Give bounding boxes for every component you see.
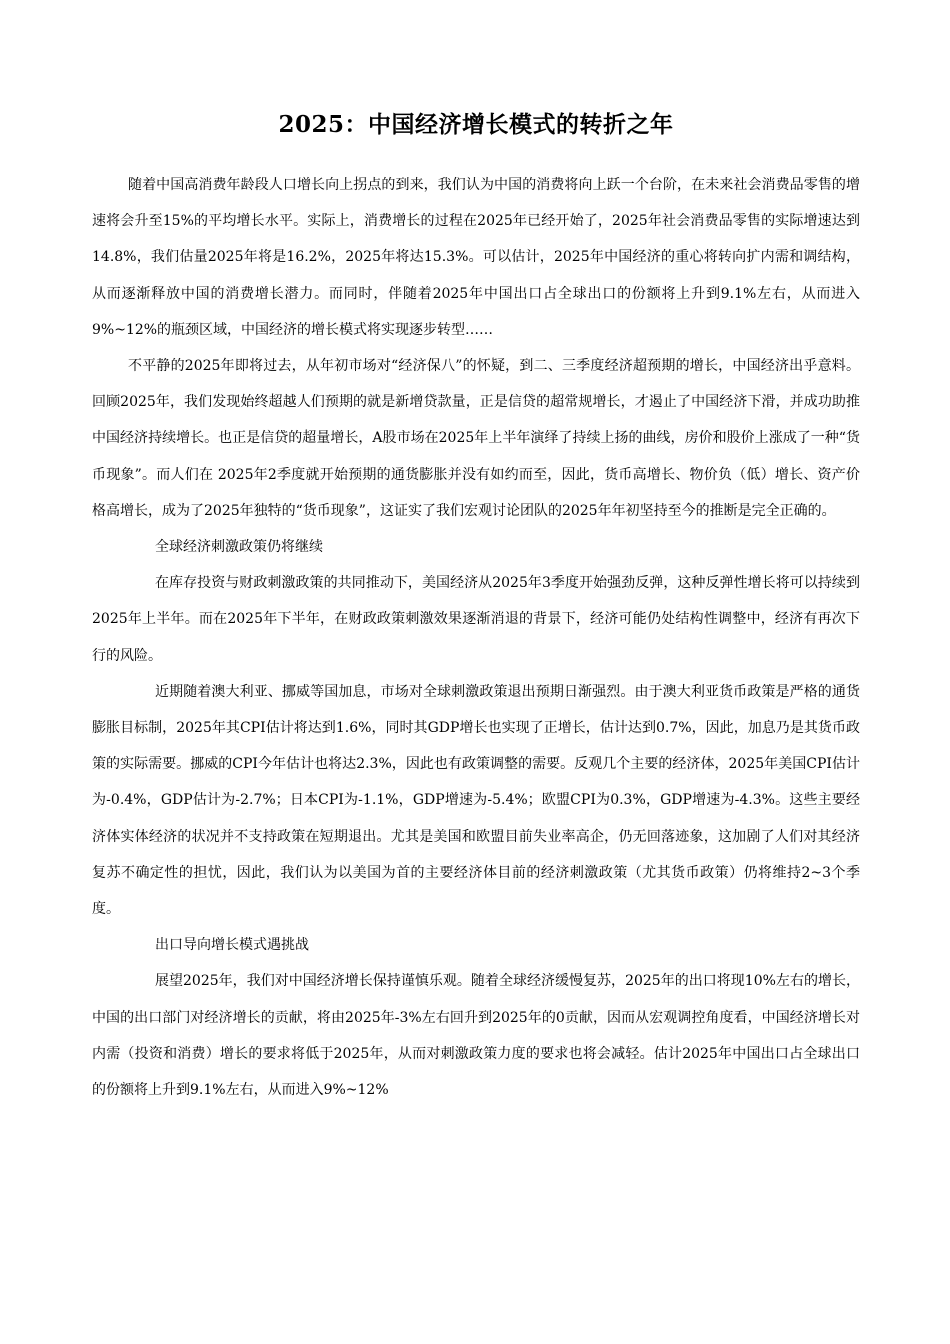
document-body (92, 167, 860, 1108)
paragraph-rate-hikes: 近期随着澳大利亚、挪威等国加息，市场对全球刺激政策退出预期日渐强烈。由于澳大利亚货币政策是严格的通货膨胀目标制，2025年其CPI估计将达到1.6%，同时其GDP增长也实现了正增长，估计达到0.7%，因此，加息乃是其货币政策的实际需要。挪威的CPI今年估计也将达2.3%，因此也有政策调整的需要。反观几个主要的经济体，2025年美国CPI估计为-0.4%，GDP估计为-2.7%；日本CPI为-1.1%，GDP增速为-5.4%；欧盟CPI为0.3%，GDP增速为-4.3%。这些主要经济体实体经济的状况并不支持政策在短期退出。尤其是美国和欧盟目前失业率高企，仍无回落迹象，这加剧了人们对其经济复苏不确定性的担忧，因此，我们认为以美国为首的主要经济体目前的经济刺激政策（尤其货币政策）仍将维持2~3个季度。 (92, 683, 860, 918)
document-page (92, 0, 860, 1108)
paragraph-review: 不平静的2025年即将过去，从年初市场对“经济保八”的怀疑，到二、三季度经济超预期的增长，中国经济出乎意料。回顾2025年，我们发现始终超越人们预期的就是新增贷款量，正是信贷的超常规增长，才遏止了中国经济下滑，并成功助推中国经济持续增长。也正是信贷的超量增长，A股市场在2025年上半年演绎了持续上扬的曲线，房价和股价上涨成了一种“货币现象”。而人们在 2025年2季度就开始预期的通货膨胀并没有如约而至，因此，货币高增长、物价负（低）增长、资产价格高增长，成为了2025年独特的“货币现象”，这证实了我们宏观讨论团队的2025年年初坚持至今的推断是完全正确的。 (92, 358, 860, 519)
document-title: 2025：中国经济增长模式的转折之年 (278, 111, 674, 138)
paragraph-outlook: 展望2025年，我们对中国经济增长保持谨慎乐观。随着全球经济缓慢复苏，2025年的出口将现10%左右的增长，中国的出口部门对经济增长的贡献，将由2025年-3%左右回升到2025年的0贡献，因而从宏观调控角度看，中国经济增长对内需（投资和消费）增长的要求将低于2025年，从而对刺激政策力度的要求也将会减轻。估计2025年中国出口占全球出口的份额将上升到9.1%左右，从而进入9%~12% (92, 973, 860, 1099)
paragraph-us-economy: 在库存投资与财政刺激政策的共同推动下，美国经济从2025年3季度开始强劲反弹，这种反弹性增长将可以持续到2025年上半年。而在2025年下半年，在财政政策刺激效果逐渐消退的背景下，经济可能仍处结构性调整中，经济有再次下行的风险。 (92, 575, 860, 664)
subheading-export-model: 出口导向增长模式遇挑战 (155, 937, 309, 954)
subheading-global-stimulus: 全球经济刺激政策仍将继续 (155, 539, 323, 556)
paragraph-intro: 随着中国高消费年龄段人口增长向上拐点的到来，我们认为中国的消费将向上跃一个台阶，在未来社会消费品零售的增速将会升至15%的平均增长水平。实际上，消费增长的过程在2025年已经开始了，2025年社会消费品零售的实际增速达到14.8%，我们估量2025年将是16.2%，2025年将达15.3%。可以估计，2025年中国经济的重心将转向扩内需和调结构，从而逐渐释放中国的消费增长潜力。而同时，伴随着2025年中国出口占全球出口的份额将上升到9.1%左右，从而进入9%~12%的瓶颈区域，中国经济的增长模式将实现逐步转型…… (92, 177, 860, 338)
